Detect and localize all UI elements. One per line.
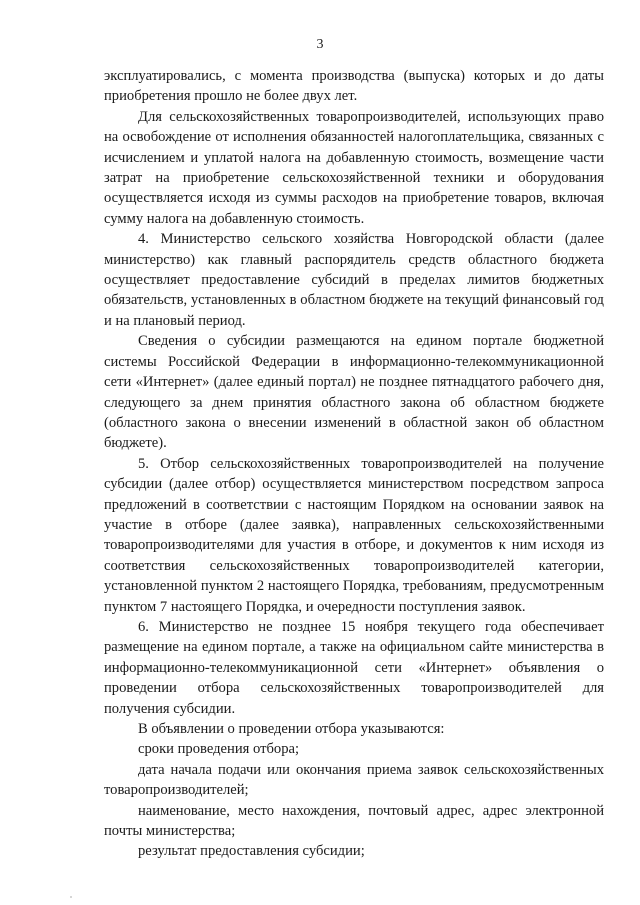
list-item-subsidy-result: результат предоставления субсидии; (138, 843, 365, 860)
paragraph-item-6-announcement: 6. Министерство не позднее 15 ноября текущего года обеспечивает размещение на едином портале, а также на официальном сайте министерства в информационно-телекоммуникационной сети «Интернет» объявления о проведении отбора сельскохозяйственных товаропроизводителей для получения субсидии. (104, 618, 604, 717)
paragraph-vat-exemption: Для сельскохозяйственных товаропроизводителей, использующих право на освобождение от исполнения обязанностей налогоплательщика, связанных с исчислением и уплатой налога на добавленную стоимость, возмещение части затрат на приобретение сельскохозяйственной техники и оборудования осуществляется исходя из суммы расходов на приобретение товаров, включая сумму налога на добавленную стоимость. (104, 108, 604, 227)
paragraph-announcement-intro: В объявлении о проведении отбора указываются: (138, 721, 445, 737)
document-body (104, 66, 604, 862)
list-item-application-dates: дата начала подачи или окончания приема заявок сельскохозяйственных товаропроизводителей; (104, 761, 604, 799)
list-item-ministry-address: наименование, место нахождения, почтовый адрес, адрес электронной почты министерства; (104, 802, 604, 840)
paragraph-item-4-ministry: 4. Министерство сельского хозяйства Новгородской области (далее министерство) как главный распорядитель средств областного бюджета осуществляет предоставление субсидий в пределах лимитов бюджетных обязательств, установленных в областном бюджете на текущий финансовый год и на плановый период. (104, 231, 604, 329)
scan-artifact (70, 896, 72, 898)
paragraph-continuation: эксплуатировались, с момента производства (выпуска) которых и до даты приобретения прошло не более двух лет. (104, 68, 604, 105)
paragraph-item-5-selection: 5. Отбор сельскохозяйственных товаропроизводителей на получение субсидии (далее отбор) осуществляется министерством посредством запроса предложений в соответствии с настоящим Порядком на основании заявок на участие в отборе (далее заявка), направленных сельскохозяйственными товаропроизводителями для участия в отборе, и документов к ним исходя из соответствия сельскохозяйственных товаропроизводителей категории, установленной пунктом 2 настоящего Порядка, требованиям, предусмотренным пунктом 7 настоящего Порядка, и очередности поступления заявок. (104, 455, 604, 615)
list-item-selection-dates: сроки проведения отбора; (138, 741, 300, 758)
paragraph-subsidy-info: Сведения о субсидии размещаются на едином портале бюджетной системы Российской Федерации в информационно-телекоммуникационной сети «Интернет» (далее единый портал) не позднее пятнадцатого рабочего дня, следующего за днем принятия областного закона об областном бюджете (областного закона о внесении изменений в областной закон об областном бюджете). (104, 333, 604, 452)
page-number: 3 (316, 37, 324, 52)
